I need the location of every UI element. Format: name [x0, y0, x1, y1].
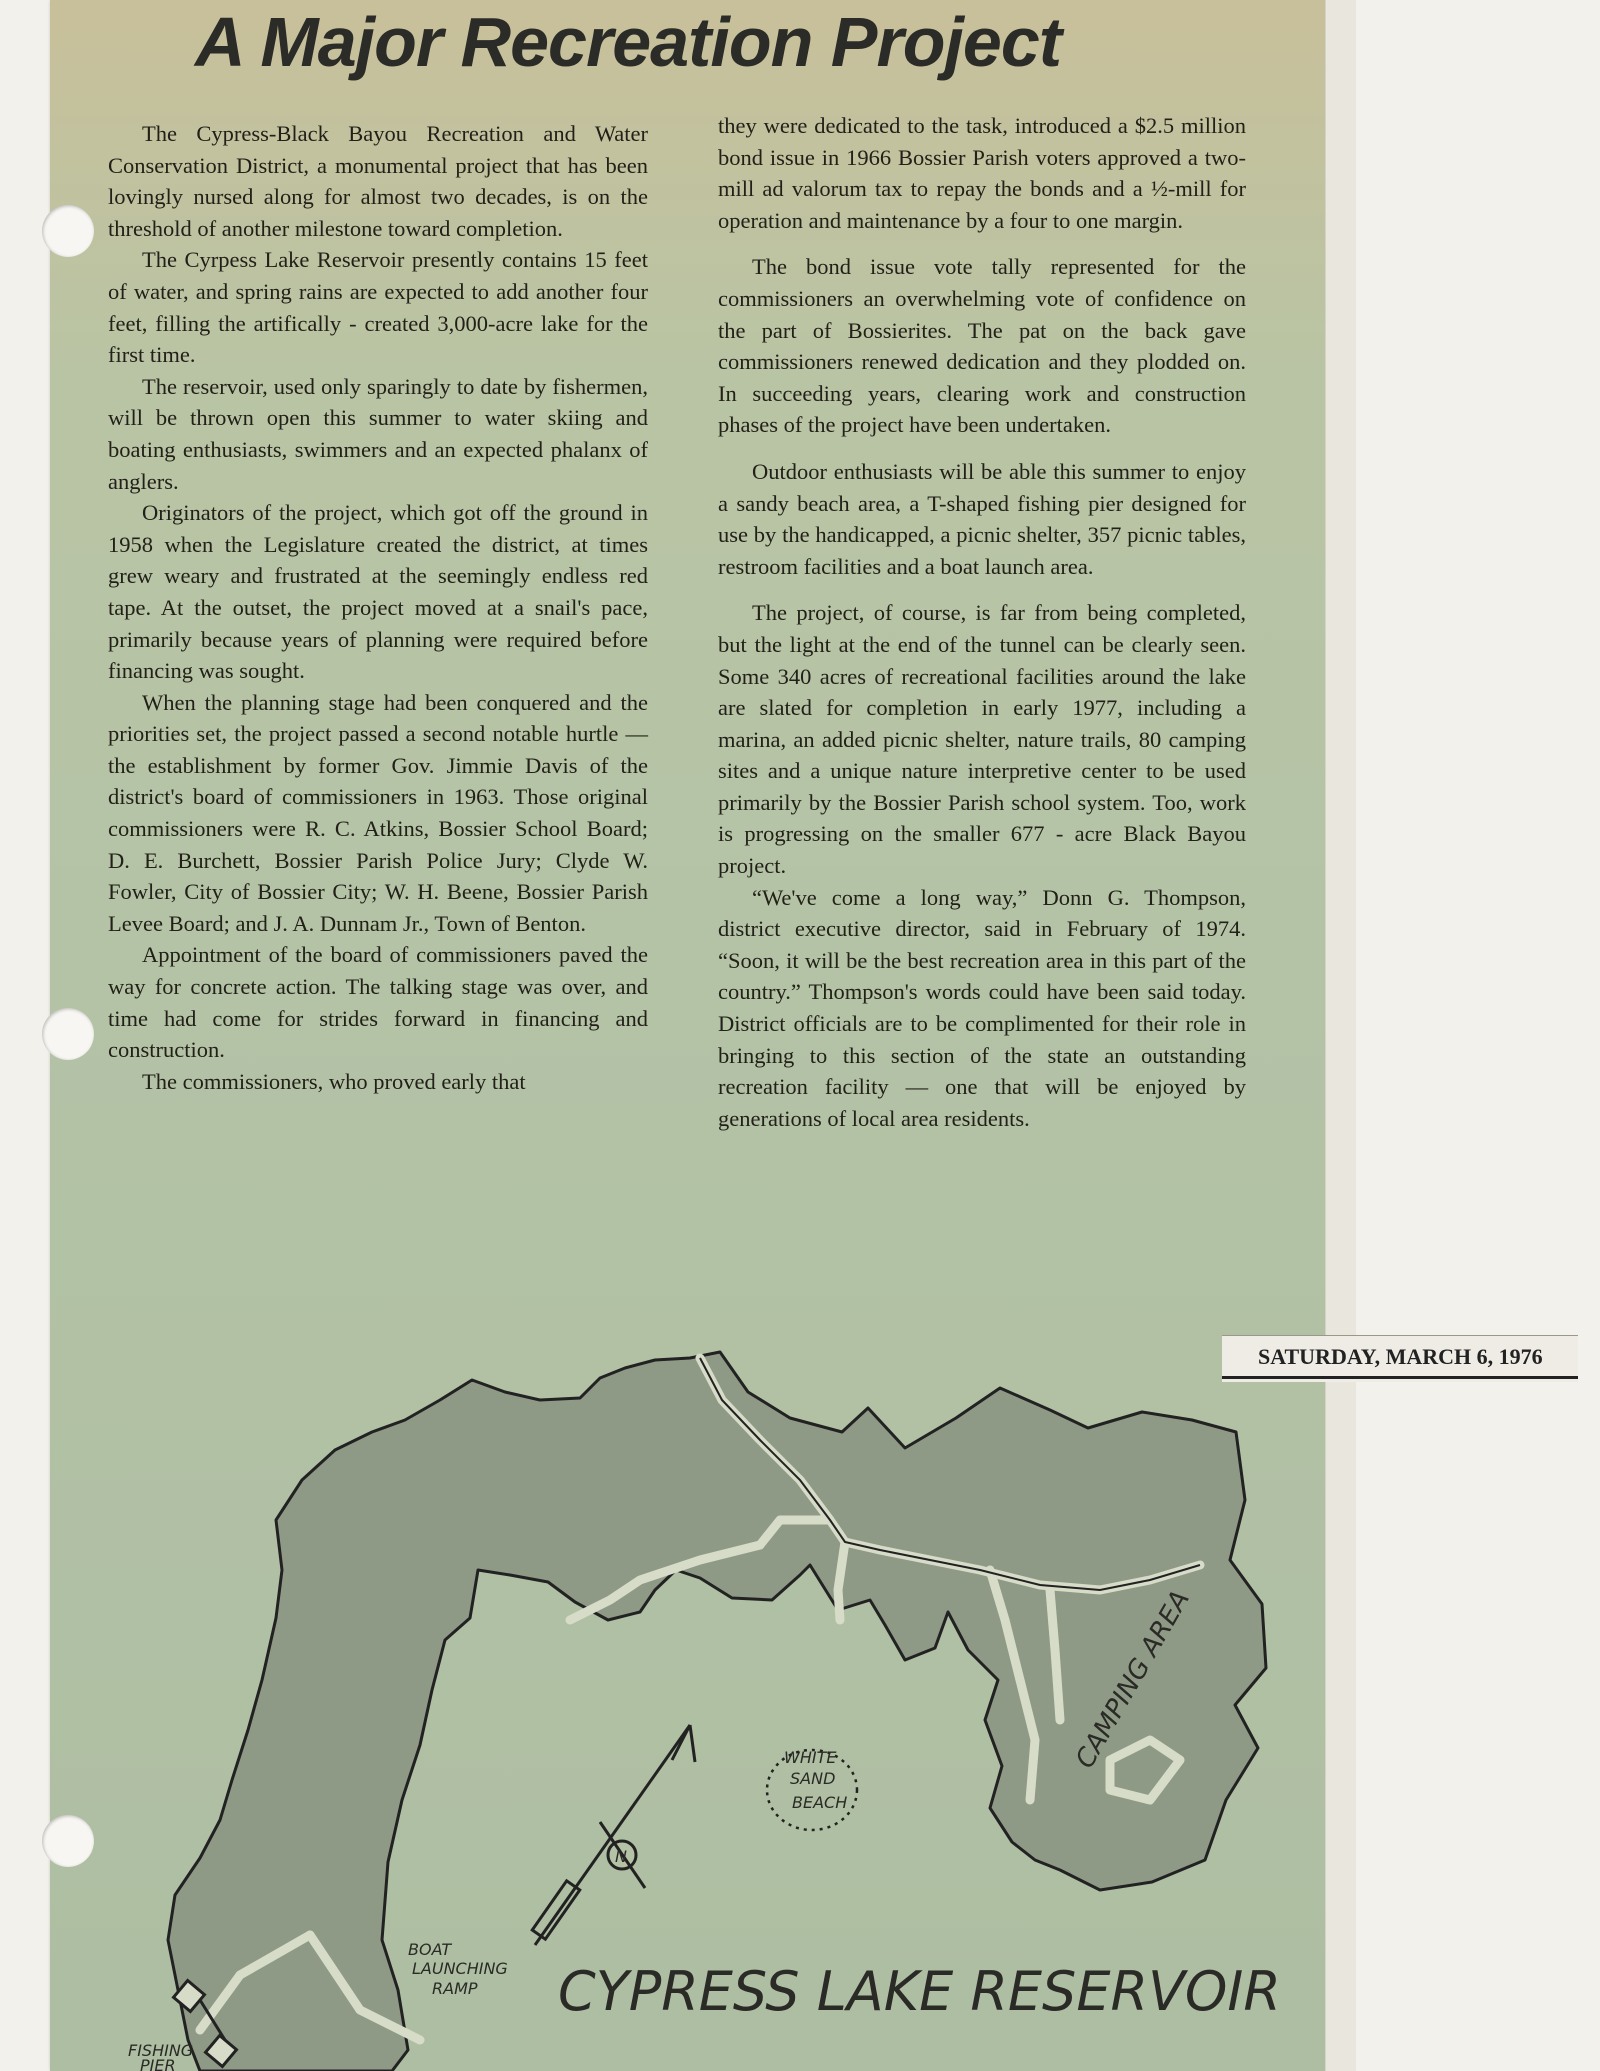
paragraph: The reservoir, used only sparingly to date by fishermen, will be thrown open this summer to water skiing and boating enthusiasts, swimmers and an expected phalanx of anglers. — [108, 373, 648, 494]
paragraph: When the planning stage had been conquered and the priorities set, the project passed a second notable hurtle — the establishment by former Gov. Jimmie Davis of the district's board of commissioners in 1963. Those original commissioners were R. C. Atkins, Bossier School Board; D. E. Burchett, Bossier Parish Police Jury; Clyde W. Fowler, City of Bossier City; W. H. Beene, Bossier Parish Levee Board; and J. A. Dunnam Jr., Town of Benton. — [108, 689, 648, 936]
beach-label-line: SAND — [790, 1769, 836, 1788]
pier-label-line: FISHING — [128, 2041, 194, 2060]
camping-area-label: CAMPING AREA — [1070, 1585, 1196, 1774]
paragraph: “We've come a long way,” Donn G. Thompson, district executive director, said in February of 1974. “Soon, it will be the best recreation area in this part of the country.” Thompson's words could have been said today. District officials are to be complimented for their role in bringing to this section of the state an outstanding recreation facility — one that will be enjoyed by generations of local area residents. — [718, 884, 1246, 1131]
paragraph: Originators of the project, which got off the ground in 1958 when the Legislature created the district, at times grew weary and frustrated at the seemingly endless red tape. At the outset, the project moved at a snail's pace, primarily because years of planning were required before financing was sought. — [108, 500, 648, 684]
beach-label-line: BEACH — [792, 1793, 848, 1812]
paragraph: The Cypress-Black Bayou Recreation and Water Conservation District, a monumental project that has been lovingly nursed along for almost two decades, is on the threshold of another milestone toward completion. — [108, 121, 648, 241]
paragraph: they were dedicated to the task, introduced a $2.5 million bond issue in 1966 Bossier Parish voters approved a two-mill ad valorum tax to repay the bonds and a ½-mill for operation and maintenance by a four to one margin. — [718, 113, 1246, 233]
paragraph: The commissioners, who proved early that — [142, 1068, 526, 1094]
dateline: SATURDAY, MARCH 6, 1976 — [1258, 1344, 1543, 1369]
map-title: CYPRESS LAKE RESERVOIR — [558, 1960, 1281, 2023]
ramp-label-line: BOAT — [408, 1940, 452, 1959]
ramp-label-line: RAMP — [432, 1979, 478, 1998]
compass-icon — [532, 1725, 695, 1945]
beach-label-line: WHITE — [784, 1748, 837, 1767]
compass-label: N — [615, 1847, 627, 1866]
paragraph: Outdoor enthusiasts will be able this summer to enjoy a sandy beach area, a T-shaped fishing pier designed for use by the handicapped, a picnic shelter, 357 picnic tables, restroom facilities and a boat launch area. — [718, 458, 1246, 579]
pier-label-line: PIER — [140, 2056, 176, 2071]
paragraph: Appointment of the board of commissioners paved the way for concrete action. The talking stage was over, and time had come for strides forward in financing and construction. — [108, 942, 648, 1063]
paragraph: The bond issue vote tally represented for the commissioners an overwhelming vote of confidence on the part of Bossierites. The pat on the back gave commissioners renewed dedication and they plodded on. In succeeding years, clearing work and construction phases of the project have been undertaken. — [718, 254, 1246, 438]
paragraph: The Cyrpess Lake Reservoir presently contains 15 feet of water, and spring rains are expected to add another four feet, filling the artifically - created 3,000-acre lake for the first time. — [108, 247, 648, 368]
paragraph: The project, of course, is far from being completed, but the light at the end of the tunnel can be clearly seen. Some 340 acres of recreational facilities around the lake are slated for completion in early 1977, including a marina, an added picnic shelter, nature trails, 80 camping sites and a unique nature interpretive center to be used primarily by the Bossier Parish school system. Too, work is progressing on the smaller 677 - acre Black Bayou project. — [718, 600, 1246, 879]
ramp-label-line: LAUNCHING — [412, 1959, 508, 1978]
headline: A Major Recreation Project — [195, 3, 1062, 81]
